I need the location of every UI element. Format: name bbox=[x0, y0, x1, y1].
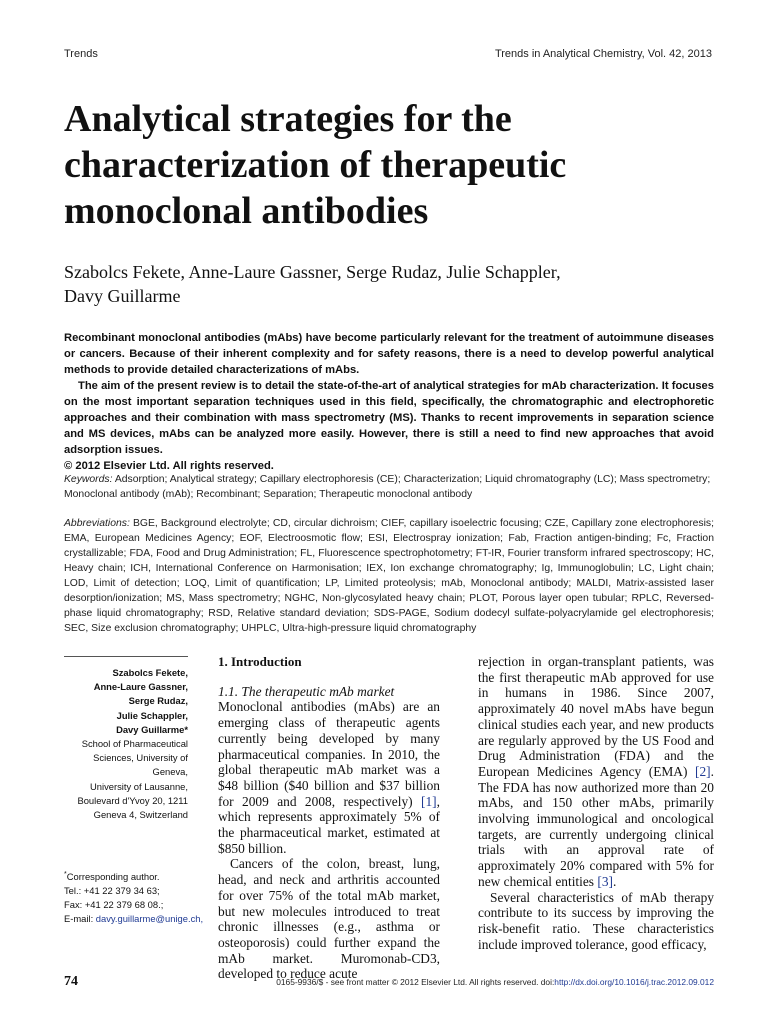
affiliation-rule bbox=[64, 656, 188, 657]
paragraph-text: . bbox=[612, 873, 617, 889]
body-paragraph-2: Cancers of the colon, breast, lung, head, and neck and arthritis accounted for over 75% of the total mAb market, but new molecules introduced to treat chronic illnesses (e.g., asthma or osteoporosis) could further expand the mAb market. Muromonab-CD3, developed to reduce acute bbox=[218, 856, 440, 982]
abstract-paragraph-1: Recombinant monoclonal antibodies (mAbs) have become particularly relevant for the treatment of autoimmune diseases or cancers. Because of their inherent complexity and for safety reasons, there is a need to develop powerful analytical methods to provide detailed characterizations of mAbs. bbox=[64, 332, 714, 376]
author-list bbox=[64, 260, 704, 308]
keywords bbox=[64, 472, 714, 502]
affiliation-name: Szabolcs Fekete, bbox=[112, 667, 188, 678]
address-line: School of Pharmaceutical bbox=[81, 738, 188, 750]
running-header-journal: Trends in Analytical Chemistry, Vol. 42, 2013 bbox=[494, 48, 712, 60]
footer-copyright: 0165-9936/$ - see front matter © 2012 Elsevier Ltd. All rights reserved. doi: bbox=[276, 977, 555, 987]
paragraph-text: rejection in organ-transplant patients, was the first therapeutic mAb approved for use in humans in 1986. Since 2007, approximately 40 novel mAbs have begun clinical studies each year, and new products are regularly approved by the US Food and Drug Administration (FDA) and the European Medicines Agency (EMA) bbox=[478, 654, 714, 779]
email-link[interactable]: davy.guillarme@unige.ch, bbox=[95, 913, 204, 925]
address-line: Sciences, University of Geneva, bbox=[93, 752, 188, 778]
body-paragraph-3 bbox=[478, 654, 714, 890]
address-line: University of Lausanne, bbox=[90, 780, 188, 792]
email-label: E-mail: bbox=[64, 913, 94, 925]
corresponding-author-note bbox=[64, 868, 214, 884]
fax: Fax: +41 22 379 68 08.; bbox=[64, 899, 164, 911]
running-header-section: Trends bbox=[64, 48, 98, 60]
reference-link-1[interactable]: [1] bbox=[421, 793, 437, 809]
paragraph-text: , which represents approximately 5% of the pharmaceutical market, estimated at $850 billion. bbox=[218, 793, 440, 856]
subsection-heading: 1.1. The therapeutic mAb market bbox=[218, 683, 395, 699]
reference-link-2[interactable]: [2] bbox=[695, 763, 711, 779]
body-paragraph-4: Several characteristics of mAb therapy contribute to its success by improving the risk-benefit ratio. These characteristics include improved tolerance, good efficacy, bbox=[478, 889, 714, 952]
affiliation-address bbox=[64, 737, 188, 822]
affiliation-names bbox=[64, 666, 188, 737]
author-line-1: Szabolcs Fekete, Anne-Laure Gassner, Serge Rudaz, Julie Schappler, bbox=[64, 262, 561, 282]
abbreviations-text: BGE, Background electrolyte; CD, circular dichroism; CIEF, capillary isoelectric focusing; CZE, Capillary zone electrophoresis; EMA, European Medicines Agency; EOF, Electroosmotic flow; ESI, Electrospray ionization; Fab, Fraction antigen-binding; Fc, Fraction crystallizable; FDA, Food and Drug Administration; FL, Fluorescence spectrophotometry; FT-IR, Fourier transform infrared spectroscopy; HC, Heavy chain; ICH, International Conference on Harmonisation; IEX, Ion exchange chromatography; Ig, Immunoglobulin; LC, Light chain; LOD, Limit of detection; LOQ, Limit of quantification; LP, Limited proteolysis; mAb, Monoclonal antibody; MALDI, Matrix-assisted laser desorption/ionization; MS, Mass spectrometry; NGHC, Non-glycosylated heavy chain; PLOT, Porous layer open tubular; RPLC, Reversed-phase liquid chromatography; RSD, Relative standard deviation; SDS-PAGE, Sodium dodecyl sulfate-polyacrylamide gel electrophoresis; SEC, Size exclusion chromatography; UHPLC, Ultra-high-pressure liquid chromatography bbox=[64, 518, 714, 634]
body-paragraph-1 bbox=[218, 699, 440, 856]
footer-text bbox=[232, 977, 714, 987]
page-number: 74 bbox=[64, 974, 78, 989]
copyright-line: © 2012 Elsevier Ltd. All rights reserved. bbox=[64, 460, 274, 472]
author-line-2: Davy Guillarme bbox=[64, 286, 181, 306]
address-line: Boulevard d'Yvoy 20, 1211 bbox=[77, 794, 188, 806]
abbreviations-label: Abbreviations: bbox=[64, 518, 130, 529]
paragraph-text: . The FDA has now authorized more than 20 mAbs, and 150 other mAbs, primarily involving immunological and oncological targets, are currently undergoing clinical trials with an approval rate of approximately 20% compared with 5% for new chemical entities bbox=[478, 763, 714, 889]
doi-link[interactable]: http://dx.doi.org/10.1016/j.trac.2012.09.012 bbox=[554, 977, 714, 987]
keywords-text: Adsorption; Analytical strategy; Capillary electrophoresis (CE); Characterization; Liquid chromatography (LC); Mass spectrometry; Monoclonal antibody (mAb); Recombinant; Separation; Therapeutic monoclonal antibody bbox=[64, 474, 711, 500]
reference-link-3[interactable]: [3] bbox=[597, 873, 613, 889]
body-column-2 bbox=[478, 654, 714, 952]
corresponding-label: Corresponding author. bbox=[66, 871, 160, 883]
affiliation-name: Davy Guillarme* bbox=[116, 723, 188, 735]
affiliation-name: Julie Schappler, bbox=[116, 709, 188, 721]
affiliation-name: Serge Rudaz, bbox=[128, 695, 188, 707]
abstract bbox=[64, 330, 714, 474]
affiliation-block bbox=[64, 666, 188, 822]
address-line: Geneva 4, Switzerland bbox=[93, 809, 188, 821]
affiliation-name: Anne-Laure Gassner, bbox=[93, 681, 188, 693]
corresponding-marker: * bbox=[64, 871, 67, 878]
email-line bbox=[64, 912, 214, 926]
paragraph-text: Monoclonal antibodies (mAbs) are an emerging class of therapeutic agents currently being developed by many pharmaceutical companies. In 2010, the global therapeutic mAb market was a $48 billion ($40 billion and $37 billion for 2009 and 2008, respectively) bbox=[218, 699, 440, 809]
correspondence-block bbox=[64, 868, 214, 926]
abstract-paragraph-2: The aim of the present review is to detail the state-of-the-art of analytical strategies for mAb characterization. It focuses on the most important separation techniques used in this field, specifically, the chromatographic and electrophoretic approaches and their combination with mass spectrometry (MS). Thanks to recent improvements in separation science and MS devices, mAbs can be analyzed more easily. However, there is still a need to find new approaches that avoid adsorption issues. bbox=[64, 380, 714, 456]
abbreviations bbox=[64, 516, 714, 636]
body-column-1 bbox=[218, 654, 440, 982]
article-title: Analytical strategies for the characterization of therapeutic monoclonal antibodies bbox=[64, 98, 567, 232]
telephone: Tel.: +41 22 379 34 63; bbox=[64, 885, 160, 897]
keywords-label: Keywords: bbox=[64, 474, 113, 485]
section-heading: 1. Introduction bbox=[218, 654, 302, 669]
